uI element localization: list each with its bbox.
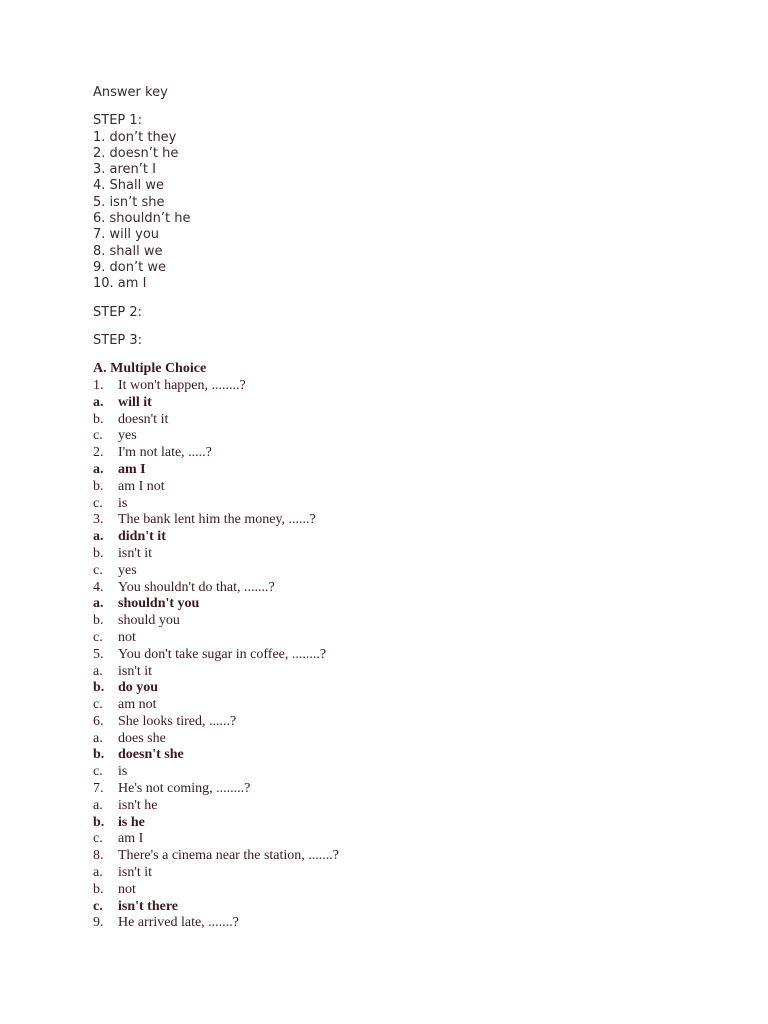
step1-answer-item: 1. don’t they — [93, 129, 177, 145]
row-text: There's a cinema near the station, .......? — [118, 848, 339, 864]
question-option-row — [93, 412, 733, 429]
row-label: b. — [93, 545, 104, 561]
question-option-row — [93, 496, 733, 513]
step1-answer-list — [93, 130, 733, 293]
row-label: b. — [93, 478, 104, 494]
multiple-choice-list — [93, 378, 733, 932]
row-label: c. — [93, 495, 103, 511]
row-label: b. — [93, 613, 104, 629]
row-text: is he — [118, 814, 145, 830]
correct-answer-row — [93, 899, 733, 916]
row-label: c. — [93, 898, 103, 914]
row-text: isn't it — [118, 663, 153, 679]
row-label: c. — [93, 831, 103, 847]
row-text: not — [118, 629, 136, 645]
question-option-row — [93, 697, 733, 714]
document-title: Answer key — [93, 85, 168, 100]
row-label: b. — [93, 814, 105, 830]
question-option-row — [93, 865, 733, 882]
row-label: a. — [93, 730, 103, 746]
question-option-row — [93, 613, 733, 630]
row-text: She looks tired, ......? — [118, 713, 237, 729]
question-option-row — [93, 512, 733, 529]
row-label: 5. — [93, 646, 104, 662]
question-option-row — [93, 546, 733, 563]
question-option-row — [93, 781, 733, 798]
row-text: will it — [118, 394, 152, 410]
question-option-row — [93, 764, 733, 781]
row-label: c. — [93, 764, 103, 780]
row-label: a. — [93, 797, 103, 813]
row-label: c. — [93, 562, 103, 578]
row-text: do you — [118, 680, 159, 696]
row-label: a. — [93, 529, 104, 545]
row-text: doesn't it — [118, 411, 169, 427]
row-label: a. — [93, 394, 104, 410]
question-option-row — [93, 563, 733, 580]
question-option-row — [93, 630, 733, 647]
answer-key-block — [93, 85, 733, 361]
row-label: c. — [93, 697, 103, 713]
row-label: c. — [93, 629, 103, 645]
multiple-choice-section — [93, 361, 733, 932]
question-option-row — [93, 831, 733, 848]
step1-answer-item: 9. don’t we — [93, 259, 166, 275]
row-label: a. — [93, 596, 104, 612]
correct-answer-row — [93, 529, 733, 546]
question-option-row — [93, 479, 733, 496]
document-page — [93, 85, 733, 932]
question-option-row — [93, 714, 733, 731]
row-text: doesn't she — [118, 747, 184, 763]
row-label: b. — [93, 411, 104, 427]
correct-answer-row — [93, 747, 733, 764]
row-text: didn't it — [118, 529, 166, 545]
row-label: a. — [93, 461, 104, 477]
row-text: yes — [118, 562, 137, 578]
section-heading: A. Multiple Choice — [93, 361, 207, 377]
question-option-row — [93, 428, 733, 445]
step1-answer-item: 3. aren’t I — [93, 162, 156, 178]
row-text: am I — [118, 461, 146, 477]
question-option-row — [93, 378, 733, 395]
row-label: b. — [93, 680, 105, 696]
row-label: a. — [93, 865, 103, 881]
question-option-row — [93, 915, 733, 932]
step2-label: STEP 2: — [93, 304, 143, 320]
row-label: b. — [93, 747, 105, 763]
row-text: He arrived late, .......? — [118, 915, 239, 931]
correct-answer-row — [93, 395, 733, 412]
correct-answer-row — [93, 596, 733, 613]
row-text: am I not — [118, 478, 165, 494]
step1-answer-item: 10. am I — [93, 276, 147, 292]
row-text: does she — [118, 730, 166, 746]
row-label: 8. — [93, 848, 104, 864]
row-text: am I — [118, 831, 144, 847]
row-text: yes — [118, 428, 137, 444]
question-option-row — [93, 882, 733, 899]
step1-answer-item: 2. doesn’t he — [93, 145, 179, 161]
row-label: 6. — [93, 713, 104, 729]
question-option-row — [93, 445, 733, 462]
correct-answer-row — [93, 680, 733, 697]
row-text: isn't he — [118, 797, 158, 813]
question-option-row — [93, 848, 733, 865]
correct-answer-row — [93, 815, 733, 832]
row-label: 9. — [93, 915, 104, 931]
row-label: 3. — [93, 512, 104, 528]
step1-answer-item: 7. will you — [93, 227, 160, 243]
row-text: is — [118, 764, 128, 780]
row-text: should you — [118, 613, 180, 629]
row-text: not — [118, 881, 136, 897]
row-label: 2. — [93, 445, 104, 461]
row-text: shouldn't you — [118, 596, 200, 612]
row-text: It won't happen, ........? — [118, 377, 246, 393]
question-option-row — [93, 580, 733, 597]
row-text: You shouldn't do that, .......? — [118, 579, 275, 595]
row-label: c. — [93, 428, 103, 444]
question-option-row — [93, 664, 733, 681]
row-label: 4. — [93, 579, 104, 595]
step1-answer-item: 4. Shall we — [93, 178, 164, 194]
question-option-row — [93, 798, 733, 815]
step1-answer-item: 6. shouldn’t he — [93, 211, 191, 227]
row-text: He's not coming, ........? — [118, 781, 251, 797]
row-text: isn't it — [118, 545, 153, 561]
step1-label: STEP 1: — [93, 113, 143, 129]
row-text: You don't take sugar in coffee, ........? — [118, 646, 327, 662]
question-option-row — [93, 731, 733, 748]
row-label: 7. — [93, 781, 104, 797]
row-label: 1. — [93, 377, 104, 393]
step1-answer-item: 5. isn’t she — [93, 194, 165, 210]
step3-label: STEP 3: — [93, 332, 143, 348]
row-label: b. — [93, 881, 104, 897]
row-text: isn't it — [118, 865, 153, 881]
row-label: a. — [93, 663, 103, 679]
row-text: is — [118, 495, 128, 511]
step1-answer-item: 8. shall we — [93, 243, 163, 259]
row-text: I'm not late, .....? — [118, 445, 212, 461]
question-option-row — [93, 647, 733, 664]
row-text: isn't there — [118, 898, 179, 914]
row-text: The bank lent him the money, ......? — [118, 512, 316, 528]
row-text: am not — [118, 697, 157, 713]
correct-answer-row — [93, 462, 733, 479]
